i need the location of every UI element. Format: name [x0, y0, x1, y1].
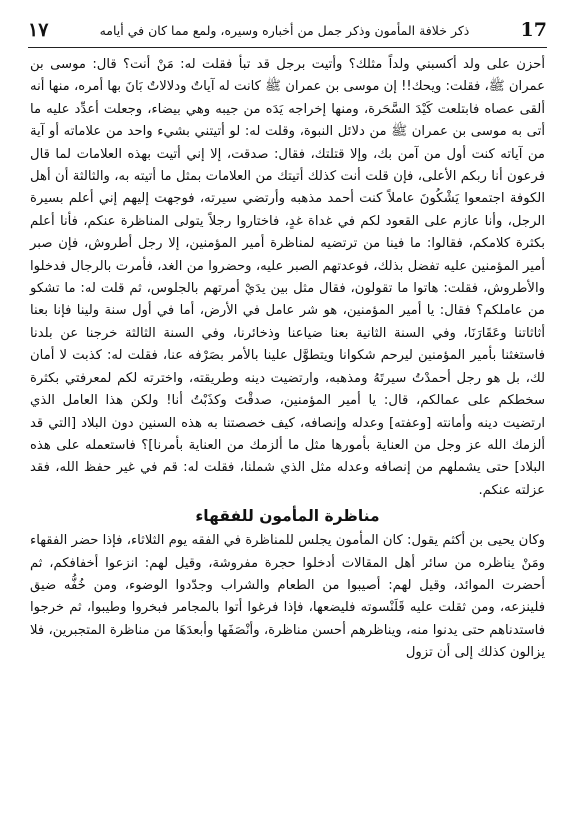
running-header [28, 14, 547, 46]
section-heading: مناظرة المأمون للفقهاء [195, 507, 380, 526]
header-rule [28, 47, 547, 48]
paragraph: أحزن على ولد أكسبني ولداً مثلك؟ وأتيت برجل قد تبأ فقلت له: مَنْ أنت؟ قال: موسى بن عمران ﷺ، فقلت: ويحك!! إن موسى بن عمران ﷺ كانت له آياتٌ ودلالاتٌ بَانَ بها أمره، منها أنه ألقى عصاه فابتلعت كَيْدَ السَّحَرة، ومنها إخراجه يَدَه من جيبه وهي بيضاء، وجعلت أعدِّد عليه ما أتى به موسى بن عمران ﷺ من دلائل النبوة، وقلت له: لو أتيتني بشيء واحد من علاماته أو آية من آياته كنت أول من آمن بك، وإلا قتلتك، فقال: صدقت، إلا إني أتيت بهذه العلامات لما قال فرعون أنا ربكم الأعلى، فإن قلت أنت كذلك أتيتك من العلامات بمثل ما أتيته به، والثالثة أن أهل الكوفة اجتمعوا يَشْكُونَ عاملاً كنت أحمد مذهبه وأرتضي سيرته، فوجهت إليهم إني أعلم بسيرة الرجل، وأنا عازم على القعود لكم في غداة غدٍ، فاختاروا رجلاً يتولى المناظرة عنكم، فأنا أعلم بكثرة كلامكم، فقالوا: ما فينا من ترتضيه لمناظرة أمير المؤمنين، إلا رجل أطروش، فإن صبر أمير المؤمنين عليه تفضل بذلك، فوعدتهم الصبر عليه، وحضروا من الغد، فأمرت بالرجال فدخلوا والأطروش، فقلت: هاتوا ما تقولون، فقال مثل بين يدَيْ أمرتهم بالجلوس، ثم قلت له: ما تشكو من عاملكم؟ فقال: يا أمير المؤمنين، هو شر عامل في الأرض، أما في أول سنة ولينا فإنا بعنا أثاثاتنا وعَقَارَنَا، وفي السنة الثانية بعنا ضياعنا وذخائرنا، وفي السنة الثالثة خرجنا عن بلدنا فاستغثنا بأمير المؤمنين ليرحم شكوانا ويتطوَّل علينا بالأمر بصَرْفه عنا، فقلت له: كذبت لا أمان لك، بل هو رجل أحمدْتُ سيرتَهُ ومذهبه، وارتضيت دينه وطريقته، واخترته لكم لمعرفتي بكثرة سخطكم على عمالكم، قال: يا أمير المؤمنين، صدقْتَ وكذَبْتُ أنا! ولكن هذا العامل الذي ارتضيت دينه وأمانته [وعفته] وعدله وإنصافه، كيف خصصتنا به هذه السنين دون البلاد [التي قد ألزمك الله عز وجل من العناية بأمورها مثل ما ألزمك من العناية بأمرنا]؟ فاستعمله على هذه البلاد] حتى يشملهم من إنصافه وعدله مثل الذي شملنا، فقلت له: قم في غير حفظ الله، فقد عزلته عنكم. [30, 57, 545, 498]
running-title: ذكر خلافة المأمون وذكر جمل من أخباره وسيره، ولمع مما كان في أيامه [99, 22, 470, 38]
page-number-left: ١٧ [28, 19, 49, 41]
paragraph: وكان يحيى بن أكثم يقول: كان المأمون يجلس للمناظرة في الفقه يوم الثلاثاء، فإذا حضر الفقهاء ومَنْ يناظره من سائر أهل المقالات أدخلوا حجرة مفروشة، وقيل لهم: انزعوا أخفافكم، ثم أحضرت الموائد، وقيل لهم: أصيبوا من الطعام والشراب وجدّدوا الوضوء، ومن خُفُّه ضيق فلينزعه، ومن ثقلت عليه قَلَنْسوته فليضعها، فإذا فرغوا أتوا بالمجامر فبخروا وطيبوا، ثم خرجوا فاستدناهم حتى يدنوا منه، ويناظرهم أحسن مناظرة، وأنْصَفَها وأبعدَهَا من مناظرة المتجبرين، فلا يزالون كذلك إلى أن تزول [30, 533, 545, 661]
page-number-right: 17 [520, 19, 547, 41]
page-body [30, 54, 545, 665]
